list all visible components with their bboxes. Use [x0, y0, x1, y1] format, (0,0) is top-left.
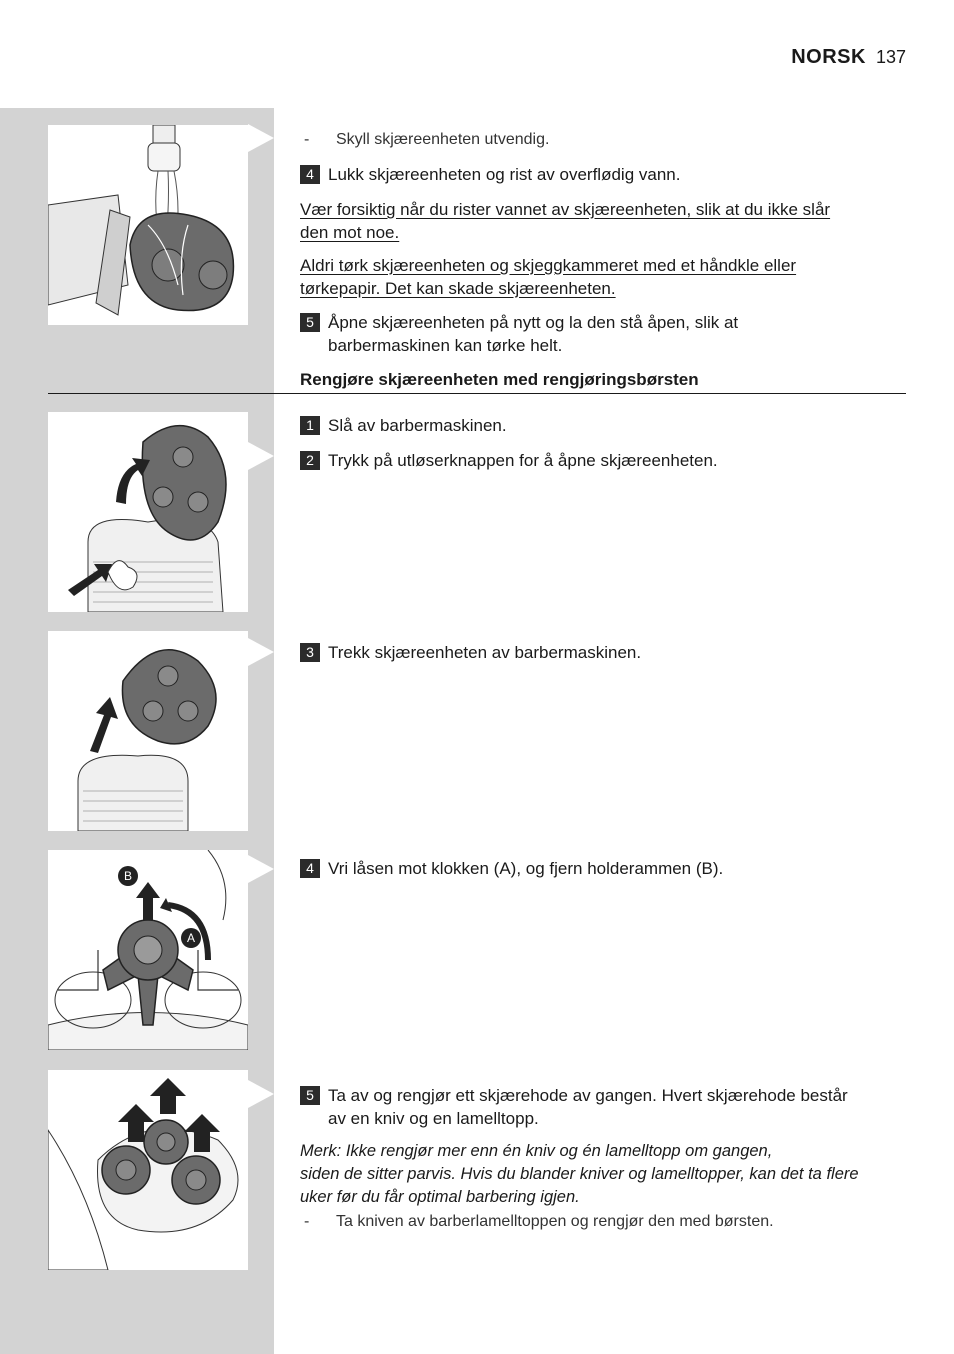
- note-line: siden de sitter parvis. Hvis du blander kniver og lamelltopper, kan det ta flere: [300, 1165, 859, 1183]
- rinse-shaving-unit-illustration: [48, 125, 248, 325]
- step-number: 2: [300, 451, 320, 470]
- turn-lock-remove-frame-illustration: [48, 850, 248, 1050]
- pointer-notch: [248, 442, 274, 470]
- note-line: uker før du får optimal barbering igjen.: [300, 1188, 580, 1206]
- page-number: 137: [875, 47, 906, 67]
- bullet-dash: -: [304, 131, 310, 148]
- caution-line: Aldri tørk skjæreenheten og skjeggkammeret med et håndkle eller: [300, 256, 797, 275]
- step-number: 4: [300, 165, 320, 184]
- section-divider: [48, 393, 906, 394]
- step-text-line: av en kniv og en lamelltopp.: [328, 1109, 539, 1128]
- pointer-notch: [248, 124, 274, 152]
- caution-dry: [300, 254, 906, 300]
- press-release-button-illustration: [48, 412, 248, 612]
- remove-shaving-heads-illustration: [48, 1070, 248, 1270]
- caution-shake: [300, 198, 906, 244]
- pointer-notch: [248, 855, 274, 883]
- rinse-step-4: [300, 163, 906, 186]
- note-block: [300, 1140, 906, 1209]
- brush-step-5: [300, 1084, 906, 1130]
- step-number: 1: [300, 416, 320, 435]
- step-number: 4: [300, 859, 320, 878]
- step-text-line: Åpne skjæreenheten på nytt og la den stå åpen, slik at: [328, 313, 739, 332]
- step-number: 5: [300, 313, 320, 332]
- bullet-text: Ta kniven av barberlamelltoppen og rengjør den med børsten.: [336, 1213, 774, 1230]
- step-text-line: barbermaskinen kan tørke helt.: [328, 336, 563, 355]
- pointer-notch: [248, 1080, 274, 1108]
- rinse-bullet: [300, 128, 906, 151]
- label-b: B: [123, 869, 133, 883]
- caution-line: den mot noe.: [300, 223, 400, 242]
- brush-step-1: [300, 414, 906, 437]
- step-number: 3: [300, 643, 320, 662]
- brush-bullet: [300, 1210, 906, 1233]
- note-line: Merk: Ikke rengjør mer enn én kniv og én lamelltopp om gangen,: [300, 1142, 773, 1160]
- caution-line: Vær forsiktig når du rister vannet av skjæreenheten, slik at du ikke slår: [300, 200, 831, 219]
- bullet-dash: -: [304, 1213, 310, 1230]
- step-text: Slå av barbermaskinen.: [328, 416, 507, 435]
- pointer-notch: [248, 638, 274, 666]
- page-header: [791, 46, 906, 69]
- brush-step-3: [300, 641, 906, 664]
- step-text: Trykk på utløserknappen for å åpne skjæreenheten.: [328, 451, 718, 470]
- brush-step-4: [300, 857, 906, 880]
- rinse-step-5: [300, 311, 906, 357]
- brush-step-2: [300, 449, 906, 472]
- step-text: Trekk skjæreenheten av barbermaskinen.: [328, 643, 642, 662]
- label-a: A: [186, 931, 196, 945]
- section-heading: Rengjøre skjæreenheten med rengjøringsbørsten: [300, 370, 699, 389]
- language-label: NORSK: [791, 46, 866, 68]
- step-text: Vri låsen mot klokken (A), og fjern holderammen (B).: [328, 859, 724, 878]
- step-text: Lukk skjæreenheten og rist av overflødig vann.: [328, 165, 681, 184]
- bullet-text: Skyll skjæreenheten utvendig.: [336, 131, 550, 148]
- step-text-line: Ta av og rengjør ett skjærehode av gangen. Hvert skjærehode består: [328, 1086, 848, 1105]
- caution-line: tørkepapir. Det kan skade skjæreenheten.: [300, 279, 616, 298]
- step-number: 5: [300, 1086, 320, 1105]
- pull-off-shaving-unit-illustration: [48, 631, 248, 831]
